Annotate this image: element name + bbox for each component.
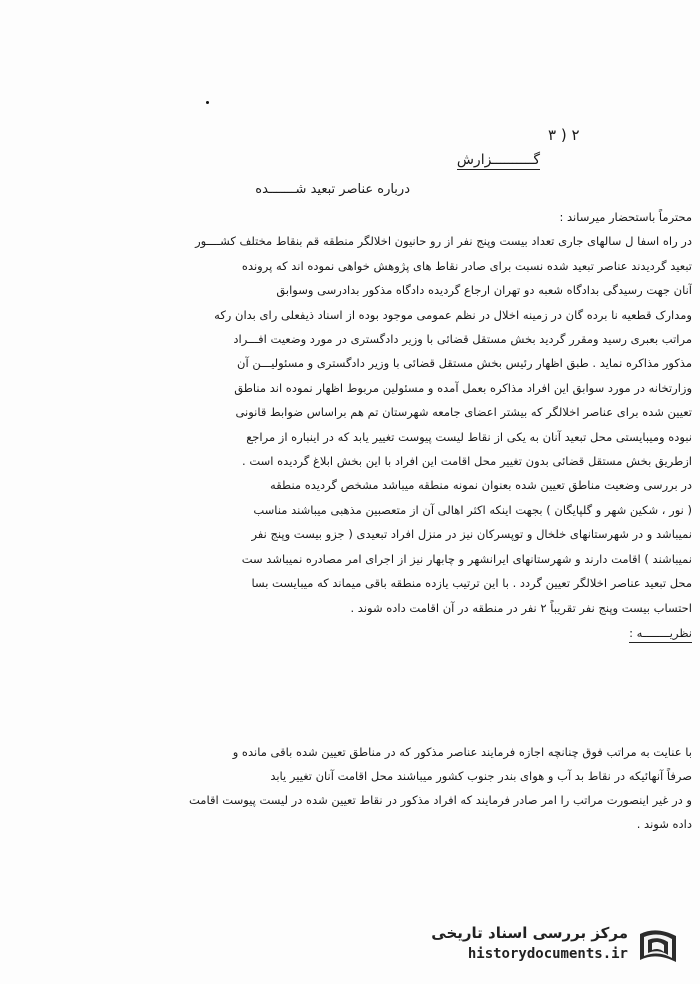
document-label: گــــــــــزارش bbox=[456, 152, 540, 168]
body-line: تبعید گردیدند عناصر تبعید شده نسبت برای صادر نقاط های پژوهش خواهی نموده اند که پرونده bbox=[241, 258, 692, 273]
body-line: در بررسی وضعیت مناطق تعیین شده بعنوان نمونه منطقه میباشد مشخص گردیده منطقه bbox=[270, 478, 692, 493]
watermark bbox=[428, 914, 690, 974]
body-line: در راه اسفا ل سالهای جاری تعداد بیست وپنج نفر از رو حانیون اخلالگر منطقه قم بنقاط مختلف کشــــور bbox=[195, 234, 692, 249]
body-line: آنان جهت رسیدگی بدادگاه شعبه دو تهران ارجاع گردیده دادگاه مذکور بدادرسی وسوابق bbox=[276, 283, 692, 298]
body-line: مذکور مذاکره نماید . طبق اظهار رئیس بخش مستقل قضائی با وزیر دادگستری و مسئولیـــن آن bbox=[237, 356, 692, 371]
body-line: ومدارک قطعیه نا برده گان در زمینه اخلال در نظم عمومی موجود بوده از اسناد ذیفعلی رای بدان رکه bbox=[214, 307, 692, 322]
opinion-line: صرفاً آنهائیکه در نقاط بد آب و هوای بندر جنوب کشور میباشند محل اقامت آنان تغییر یابد bbox=[270, 769, 692, 783]
body-line: محل تبعید عناصر اخلالگر تعیین گردد . با این ترتیب یازده منطقه باقی میماند که میبایست بسا bbox=[251, 576, 692, 591]
body-line: ازطریق بخش مستقل قضائی بدون تغییر محل اقامت این افراد با این بخش ابلاغ گردیده است . bbox=[242, 454, 692, 469]
opinion-line: با عنایت به مراتب فوق چنانچه اجازه فرمایند عناصر مذکور که در مناطق تعیین شده باقی مانده و bbox=[232, 745, 692, 759]
body-line: محترماً باستحضار میرساند : bbox=[559, 210, 692, 224]
body-line: نمیباشد و در شهرستانهای خلخال و توپسرکان نیز در منزل افراد تبعیدی ( جزو بیست وپنج نفر bbox=[251, 527, 692, 542]
body-line: احتساب بیست وپنج نفر تقریباً ۲ نفر در منطقه در آن اقامت داده شوند . bbox=[350, 600, 692, 615]
body-line: تعیین شده برای عناصر اخلالگر که بیشتر اعضای جامعه شهرستان تم هم براساس ضوابط قانونی bbox=[235, 405, 692, 420]
page-number: ۲ ( ۳ bbox=[548, 126, 580, 144]
watermark-url: historydocuments.ir bbox=[467, 946, 628, 962]
watermark-text bbox=[431, 924, 628, 962]
opinion-heading: نظریــــــــه : bbox=[629, 624, 692, 643]
body-line: مراتب بعبری رسید ومقرر گردید بخش مستقل قضائی با وزیر دادگستری در مورد وضعیت افـــراد bbox=[233, 332, 692, 347]
body-line: نبوده ومیبایستی محل تبعید آنان به یکی از نقاط لیست پیوست تغییر یابد که در اینباره از مراجع bbox=[246, 429, 692, 444]
body-line: وزارتخانه در مورد سوابق این افراد مذاکره بعمل آمده و مسئولین مربوط اظهار نموده اند مناطق bbox=[234, 380, 692, 395]
watermark-name: مرکز بررسی اسناد تاریخی bbox=[431, 924, 628, 942]
opinion-heading-row bbox=[70, 620, 692, 645]
opinion-body bbox=[70, 740, 692, 836]
body-line: ( نور ، شکین شهر و گلپایگان ) بجهت اینکه اکثر اهالی آن از متعصبین مذهبی میباشند مناسب bbox=[253, 502, 692, 517]
body-line: نمیباشند ) اقامت دارند و شهرستانهای ایرانشهر و چابهار نیز از اجرای امر مصادره نمیباشد ست bbox=[241, 551, 692, 566]
subject-line: درباره عناصر تبعید شـــــــده bbox=[255, 182, 410, 197]
opinion-line: و در غیر اینصورت مراتب را امر صادر فرمایند که افراد مذکور در نقاط تعیین شده در لیست پیوست اقامت bbox=[189, 793, 692, 807]
opinion-line: داده شوند . bbox=[636, 817, 692, 831]
book-pages-icon bbox=[634, 922, 684, 972]
stray-ink-dot bbox=[206, 101, 209, 104]
report-body bbox=[70, 205, 692, 645]
